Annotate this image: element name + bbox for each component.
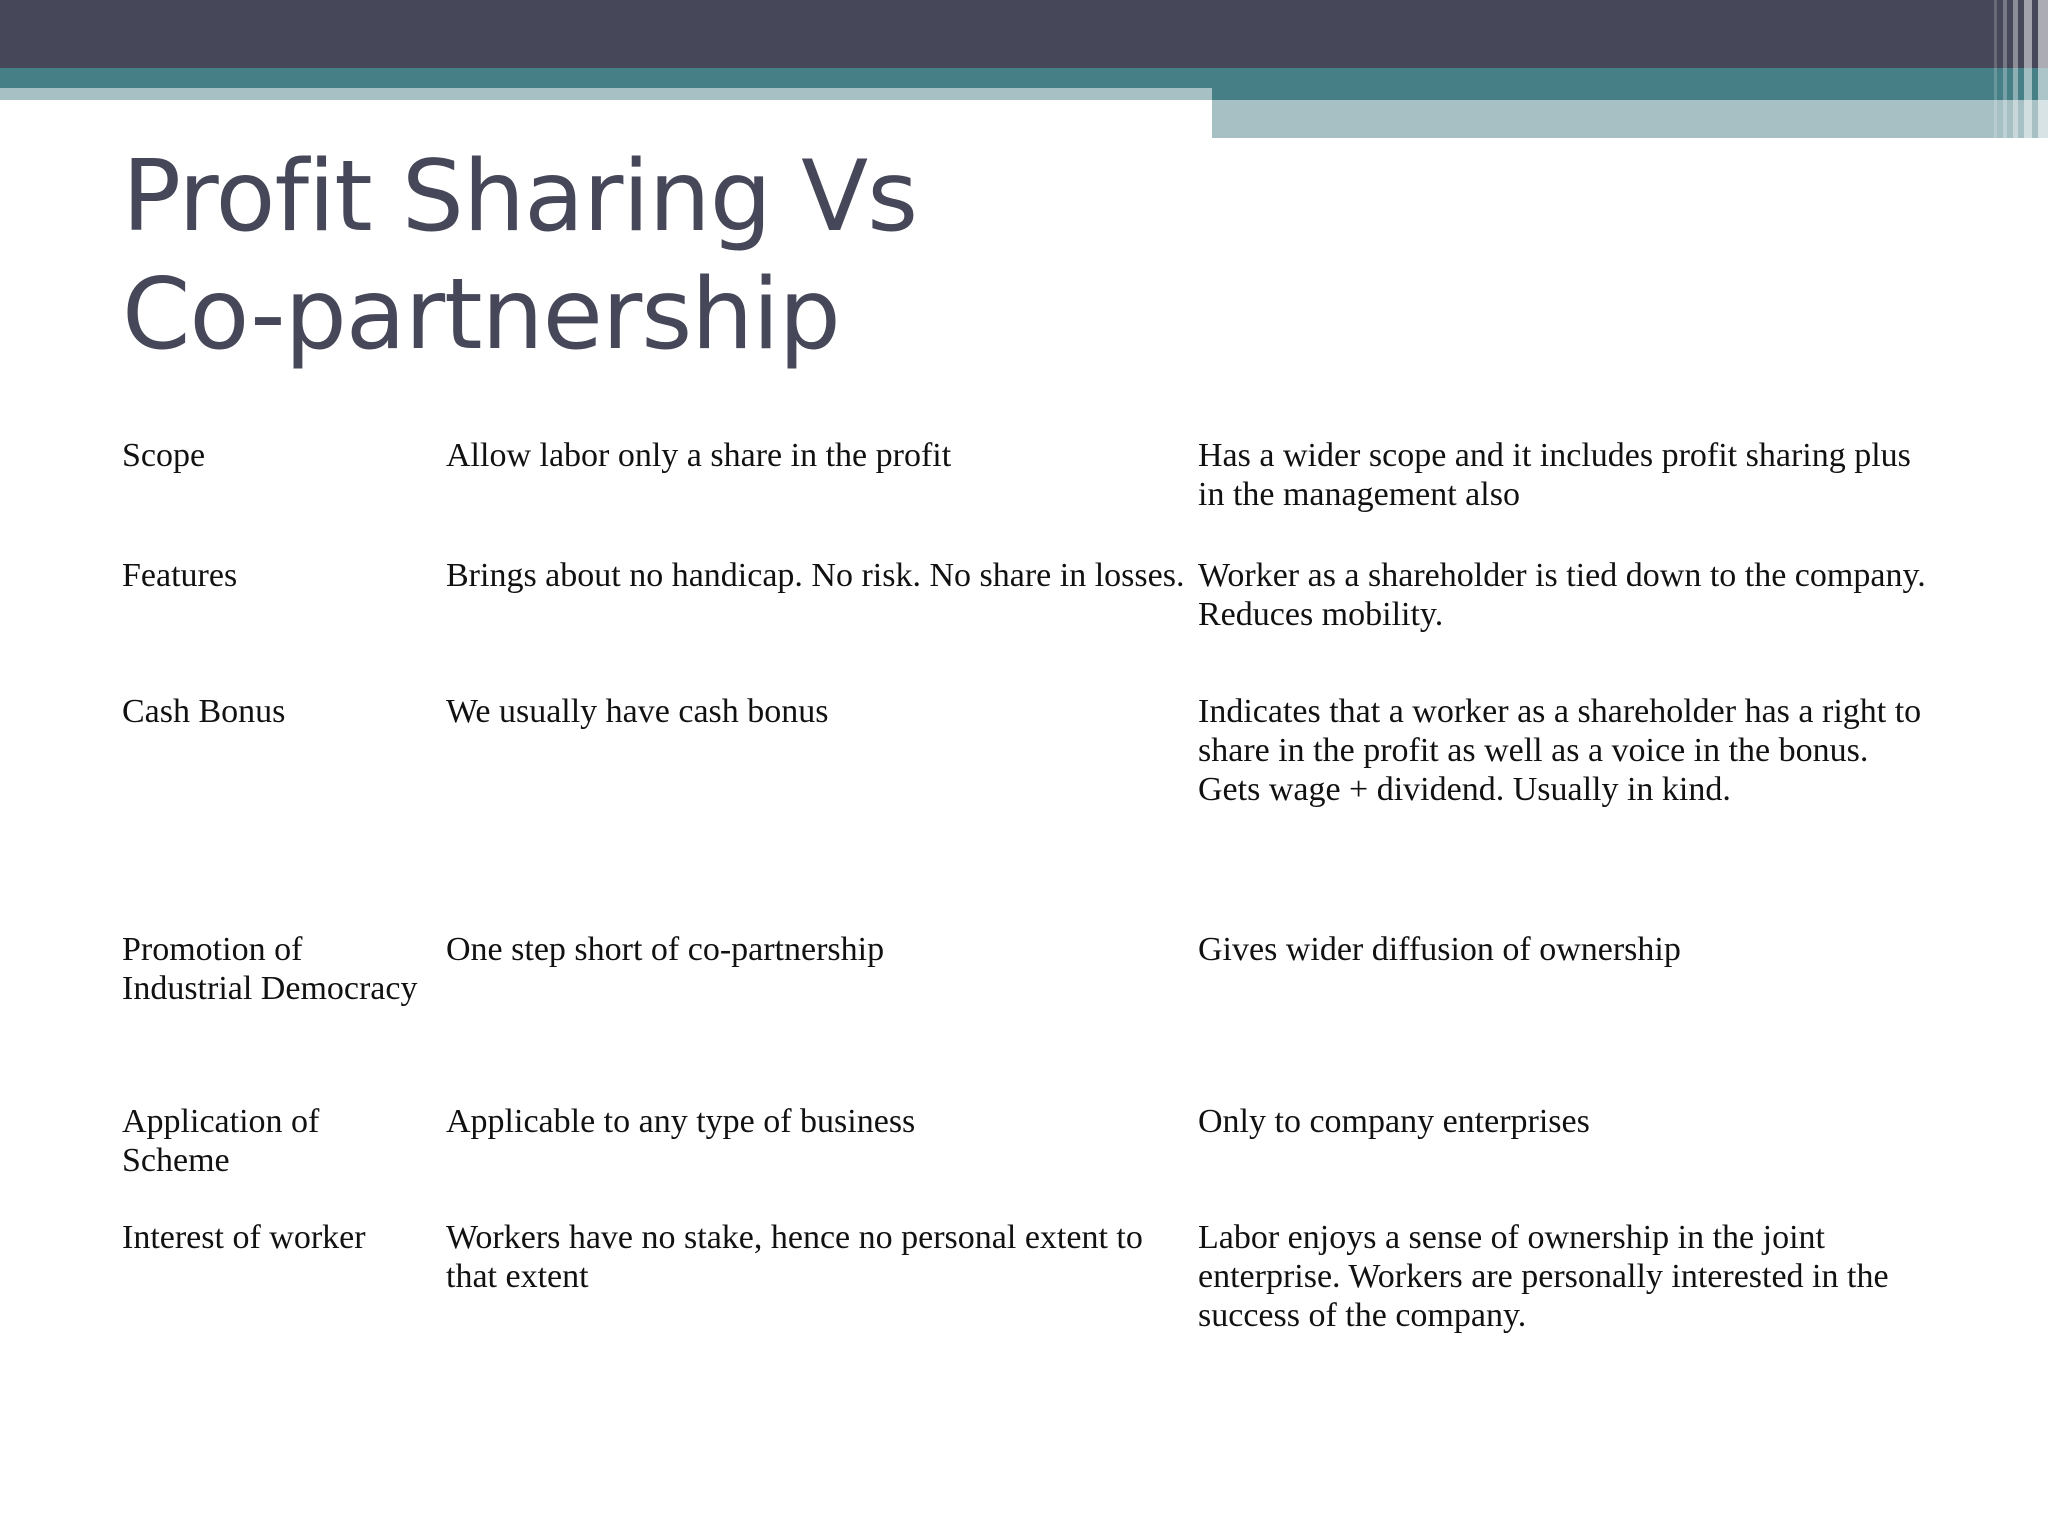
edge-stripe [2003, 0, 2007, 138]
header-light-bar-right [1212, 100, 2048, 138]
co-partnership-cell: Worker as a shareholder is tied down to the company. Reduces mobility. [1198, 557, 1926, 633]
co-partnership-cell: Gives wider diffusion of ownership [1198, 931, 1681, 968]
co-partnership-cell: Only to company enterprises [1198, 1103, 1590, 1140]
edge-stripe [1994, 0, 1997, 138]
edge-stripe [2038, 0, 2048, 138]
slide-title-line-1: Profit Sharing Vs [122, 140, 918, 254]
header-edge-stripes [1980, 0, 2048, 138]
row-aspect: Scope [122, 437, 206, 474]
row-aspect: Promotion of Industrial Democracy [122, 931, 418, 1007]
profit-sharing-cell: Brings about no handicap. No risk. No share in losses. [446, 557, 1185, 594]
co-partnership-cell: Indicates that a worker as a shareholder has a right to share in the profit as well as a voice in the bonus. Gets wage + dividend. Usually in kind. [1198, 693, 1922, 808]
slide-title [122, 138, 1222, 374]
co-partnership-cell: Has a wider scope and it includes profit sharing plus in the management also [1198, 437, 1911, 513]
profit-sharing-cell: Applicable to any type of business [446, 1103, 916, 1140]
profit-sharing-cell: One step short of co-partnership [446, 931, 885, 968]
slide-title-line-2: Co-partnership [122, 258, 840, 372]
row-aspect: Features [122, 557, 238, 594]
header-dark-bar [0, 0, 2048, 68]
profit-sharing-cell: We usually have cash bonus [446, 693, 829, 730]
row-aspect: Cash Bonus [122, 693, 286, 730]
edge-stripe [2013, 0, 2018, 138]
co-partnership-cell: Labor enjoys a sense of ownership in the joint enterprise. Workers are personally interested in the success of the company. [1198, 1219, 1889, 1334]
row-aspect: Interest of worker [122, 1219, 366, 1256]
row-aspect: Application of Scheme [122, 1103, 320, 1179]
profit-sharing-cell: Allow labor only a share in the profit [446, 437, 952, 474]
edge-stripe [2024, 0, 2032, 138]
profit-sharing-cell: Workers have no stake, hence no personal extent to that extent [446, 1219, 1143, 1295]
header-light-bar-left [0, 88, 1212, 100]
